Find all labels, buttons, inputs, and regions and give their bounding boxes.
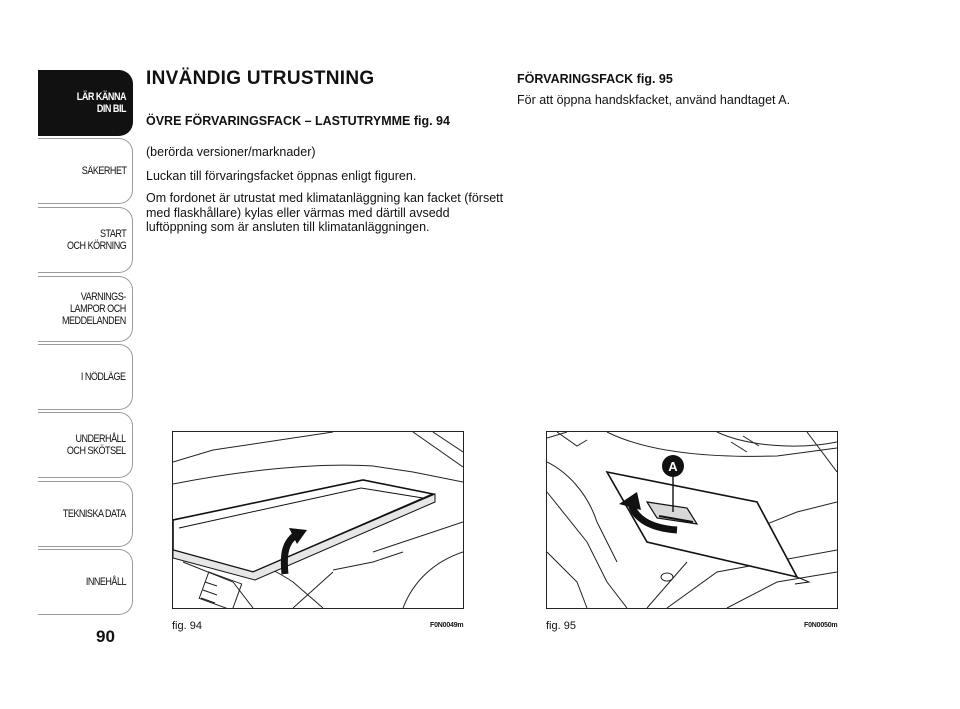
page-number: 90 [96,627,115,646]
section-heading-upper-storage: ÖVRE FÖRVARINGSFACK – LASTUTRYMME fig. 94 [146,114,450,128]
tab-lar-kanna-din-bil[interactable] [38,70,133,136]
tab-label: START OCH KÖRNING [66,228,126,252]
tab-label: SÄKERHET [81,165,126,177]
glovebox-drawing [547,432,837,608]
tab-label: LÄR KÄNNA DIN BIL [76,91,126,115]
page-title: INVÄNDIG UTRUSTNING [146,68,375,89]
figure-94-code: F0N0049m [430,622,464,629]
tab-label: UNDERHÅLL OCH SKÖTSEL [67,433,126,457]
tab-sakerhet[interactable] [38,138,133,204]
climate-description: Om fordonet är utrustat med klimatanläggning kan facket (försett med flaskhållare) kylas eller värmas med därtill avsedd luftöppning som är ansluten till klimatanläggningen. [146,191,504,234]
figure-95-caption: fig. 95 [546,620,576,632]
versions-note: (berörda versioner/marknader) [146,145,316,159]
section-heading-glovebox: FÖRVARINGSFACK fig. 95 [517,72,673,86]
tab-underhall[interactable] [38,412,133,478]
tab-label: VARNINGS- LAMPOR OCH MEDDELANDEN [62,291,126,327]
dashboard-storage-drawing [173,432,463,608]
figure-95-illustration [546,431,838,609]
tab-start-och-korning[interactable] [38,207,133,273]
tab-label: I NÖDLÄGE [81,371,126,383]
tab-i-nodlage[interactable] [38,344,133,410]
callout-a-label: A [668,459,678,474]
open-instruction: Luckan till förvaringsfacket öppnas enligt figuren. [146,169,417,183]
glovebox-lid [607,472,797,577]
figure-94-illustration [172,431,464,609]
tab-tekniska-data[interactable] [38,481,133,547]
tab-varningslampor[interactable] [38,276,133,342]
tab-innehall[interactable] [38,549,133,615]
tab-label: INNEHÅLL [85,576,126,588]
tab-label: TEKNISKA DATA [63,508,126,520]
figure-94-caption: fig. 94 [172,620,202,632]
figure-95-code: F0N0050m [804,622,838,629]
glovebox-instruction: För att öppna handskfacket, använd handtaget A. [517,93,791,107]
